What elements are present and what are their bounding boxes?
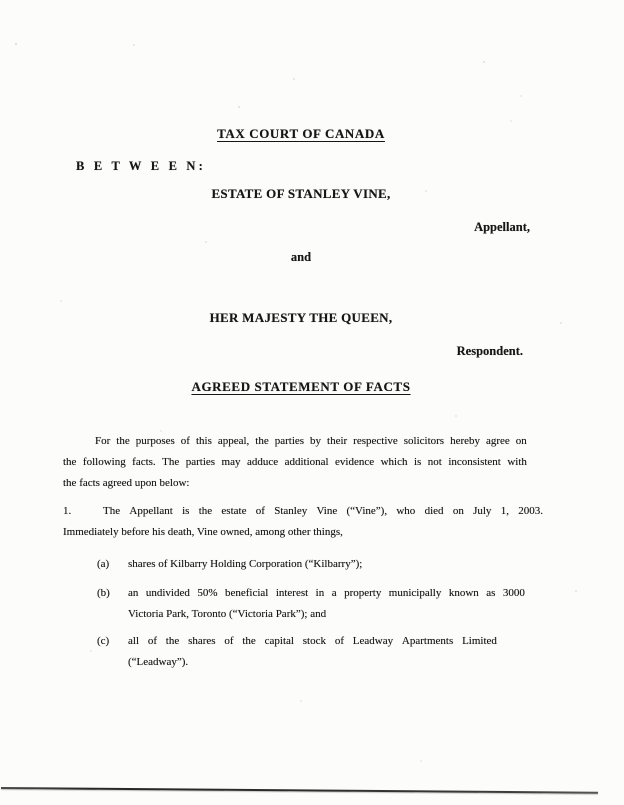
numbered-paragraph-1 (63, 501, 543, 543)
subitem-c-line: (“Leadway”). (128, 656, 189, 668)
intro-line: the facts agreed upon below: (63, 477, 190, 489)
document-heading (0, 379, 602, 394)
subitem-b-line: Victoria Park, Toronto (“Victoria Park”); and (128, 608, 327, 620)
intro-line: the following facts. The parties may adduce additional evidence which is not inconsistent with (63, 456, 527, 468)
paragraph-1-line: Immediately before his death, Vine owned, among other things, (63, 526, 343, 538)
paragraph-1-line (63, 501, 543, 522)
subitem-c-label: (c) (97, 635, 110, 647)
subitem-a-label: (a) (97, 558, 110, 570)
party-respondent-name: HER MAJESTY THE QUEEN, (209, 310, 393, 325)
subitem-c-line: all of the shares of the capital stock of Leadway Apartments Limited (128, 635, 497, 647)
subitem-a (97, 554, 528, 575)
conjunction-and: and (290, 250, 312, 264)
intro-line: For the purposes of this appeal, the parties by their respective solicitors hereby agree on (95, 435, 527, 447)
role-respondent: Respondent. (456, 344, 523, 358)
document-heading-text: AGREED STATEMENT OF FACTS (191, 379, 411, 394)
paragraph-number: 1. (63, 505, 72, 517)
party-appellant-name: ESTATE OF STANLEY VINE, (211, 186, 391, 201)
intro-paragraph (63, 431, 527, 494)
court-title-text: TAX COURT OF CANADA (217, 126, 385, 141)
subitem-a-line: shares of Kilbarry Holding Corporation (“Kilbarry”); (128, 558, 363, 570)
subitem-b-label: (b) (97, 587, 110, 599)
scan-noise-speckles (0, 0, 2, 2)
subitem-c (97, 631, 497, 673)
between-label: B E T W E E N: (76, 159, 207, 173)
subitem-b-line: an undivided 50% beneficial interest in a property municipally known as 3000 (128, 587, 525, 599)
role-appellant: Appellant, (474, 220, 530, 234)
court-title (0, 126, 602, 141)
paragraph-1-text: The Appellant is the estate of Stanley Vine (“Vine”), who died on July 1, 2003. (103, 505, 543, 517)
footer-horizontal-rule (1, 787, 598, 794)
subitem-b (97, 583, 525, 625)
